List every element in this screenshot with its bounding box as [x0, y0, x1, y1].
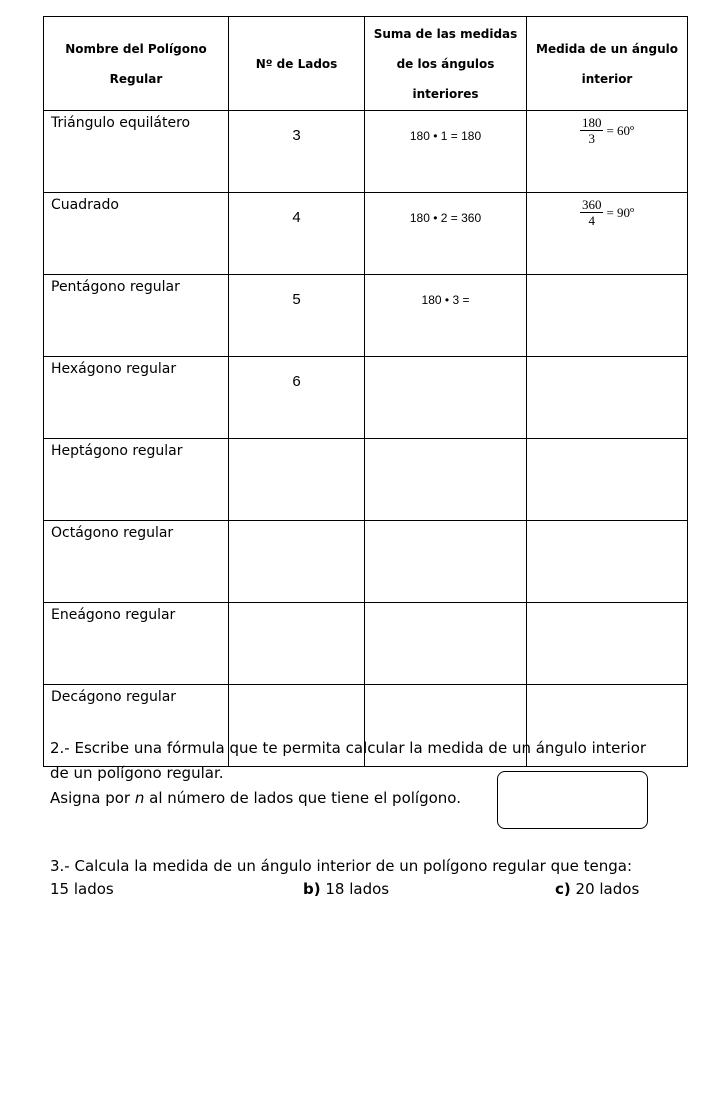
header-angle-sum [365, 17, 527, 111]
polygon-name-cell: Pentágono regular [44, 275, 229, 357]
formula-answer-box[interactable] [497, 771, 648, 829]
angle-fraction [580, 197, 634, 229]
sides-value: 4 [292, 209, 301, 226]
interior-angle-cell[interactable] [527, 603, 688, 685]
sides-value: 3 [292, 127, 301, 144]
header-polygon-name [44, 17, 229, 111]
angle-sum-cell[interactable] [365, 521, 527, 603]
angle-sum-value: 180 • 2 = 360 [409, 211, 482, 225]
question-2-line-3 [50, 787, 461, 810]
table-row [44, 275, 688, 357]
sides-cell[interactable] [229, 521, 365, 603]
interior-angle-cell[interactable] [527, 439, 688, 521]
fraction-numerator: 180 [581, 115, 602, 130]
table-row [44, 111, 688, 193]
option-c [555, 878, 639, 901]
header-interior-angle-line2: interior [581, 71, 633, 86]
sides-cell[interactable] [229, 275, 365, 357]
header-polygon-name-line1: Nombre del Polígono [65, 41, 207, 56]
question-2-line-3-start: Asigna por [50, 789, 135, 807]
interior-angle-cell[interactable] [527, 521, 688, 603]
interior-angle-cell[interactable] [527, 193, 688, 275]
polygon-name-cell: Triángulo equilátero [44, 111, 229, 193]
question-2-line-1: 2.- Escribe una fórmula que te permita calcular la medida de un ángulo interior [50, 739, 647, 757]
angle-result: = 60º [606, 123, 635, 138]
header-angle-sum-line3: interiores [412, 86, 479, 101]
header-polygon-name-line2: Regular [109, 71, 163, 86]
fraction-denominator: 3 [588, 131, 595, 146]
question-3-prompt: 3.- Calcula la medida de un ángulo interior de un polígono regular que tenga: [50, 857, 632, 875]
question-2-line-3-end: al número de lados que tiene el polígono. [144, 789, 461, 807]
header-interior-angle [527, 17, 688, 111]
option-a: 15 lados [50, 880, 114, 898]
table-header-row [44, 17, 688, 111]
polygon-name-cell: Octágono regular [44, 521, 229, 603]
sides-value: 5 [292, 291, 301, 308]
header-sides [229, 17, 365, 111]
sides-cell[interactable] [229, 603, 365, 685]
polygon-name-cell: Eneágono regular [44, 603, 229, 685]
polygon-name-cell: Cuadrado [44, 193, 229, 275]
polygon-table [43, 16, 688, 767]
angle-sum-cell[interactable] [365, 603, 527, 685]
sides-cell[interactable] [229, 439, 365, 521]
angle-sum-cell[interactable] [365, 357, 527, 439]
table-row [44, 603, 688, 685]
fraction-numerator: 360 [581, 197, 602, 212]
angle-sum-cell[interactable] [365, 111, 527, 193]
option-b [303, 878, 389, 901]
fraction [580, 197, 604, 229]
angle-sum-cell[interactable] [365, 439, 527, 521]
angle-result: = 90º [606, 205, 635, 220]
interior-angle-cell[interactable] [527, 275, 688, 357]
polygon-name-cell: Hexágono regular [44, 357, 229, 439]
header-angle-sum-line2: de los ángulos [396, 56, 495, 71]
angle-sum-value: 180 • 1 = 180 [409, 129, 482, 143]
polygon-name-cell: Decágono regular [44, 685, 229, 767]
angle-sum-cell[interactable] [365, 193, 527, 275]
angle-fraction [580, 115, 634, 147]
angle-sum-cell[interactable] [365, 275, 527, 357]
option-b-label: b) [303, 880, 321, 898]
sides-value: 6 [292, 373, 301, 390]
table-row [44, 521, 688, 603]
interior-angle-cell[interactable] [527, 357, 688, 439]
option-b-text: 18 lados [325, 880, 390, 898]
polygon-name-cell: Heptágono regular [44, 439, 229, 521]
fraction-denominator: 4 [588, 213, 595, 228]
table-row [44, 357, 688, 439]
option-c-text: 20 lados [575, 880, 640, 898]
header-angle-sum-line1: Suma de las medidas [373, 26, 518, 41]
sides-cell[interactable] [229, 357, 365, 439]
table-row [44, 439, 688, 521]
sides-cell[interactable] [229, 111, 365, 193]
question-2-line-2: de un polígono regular. [50, 764, 224, 782]
header-interior-angle-line1: Medida de un ángulo [536, 41, 678, 56]
variable-n: n [134, 789, 145, 807]
table-row [44, 193, 688, 275]
interior-angle-cell[interactable] [527, 111, 688, 193]
angle-sum-value: 180 • 3 = [421, 293, 470, 307]
fraction [580, 115, 604, 147]
sides-cell[interactable] [229, 193, 365, 275]
option-c-label: c) [555, 880, 571, 898]
header-sides-label: Nº de Lados [255, 56, 338, 71]
